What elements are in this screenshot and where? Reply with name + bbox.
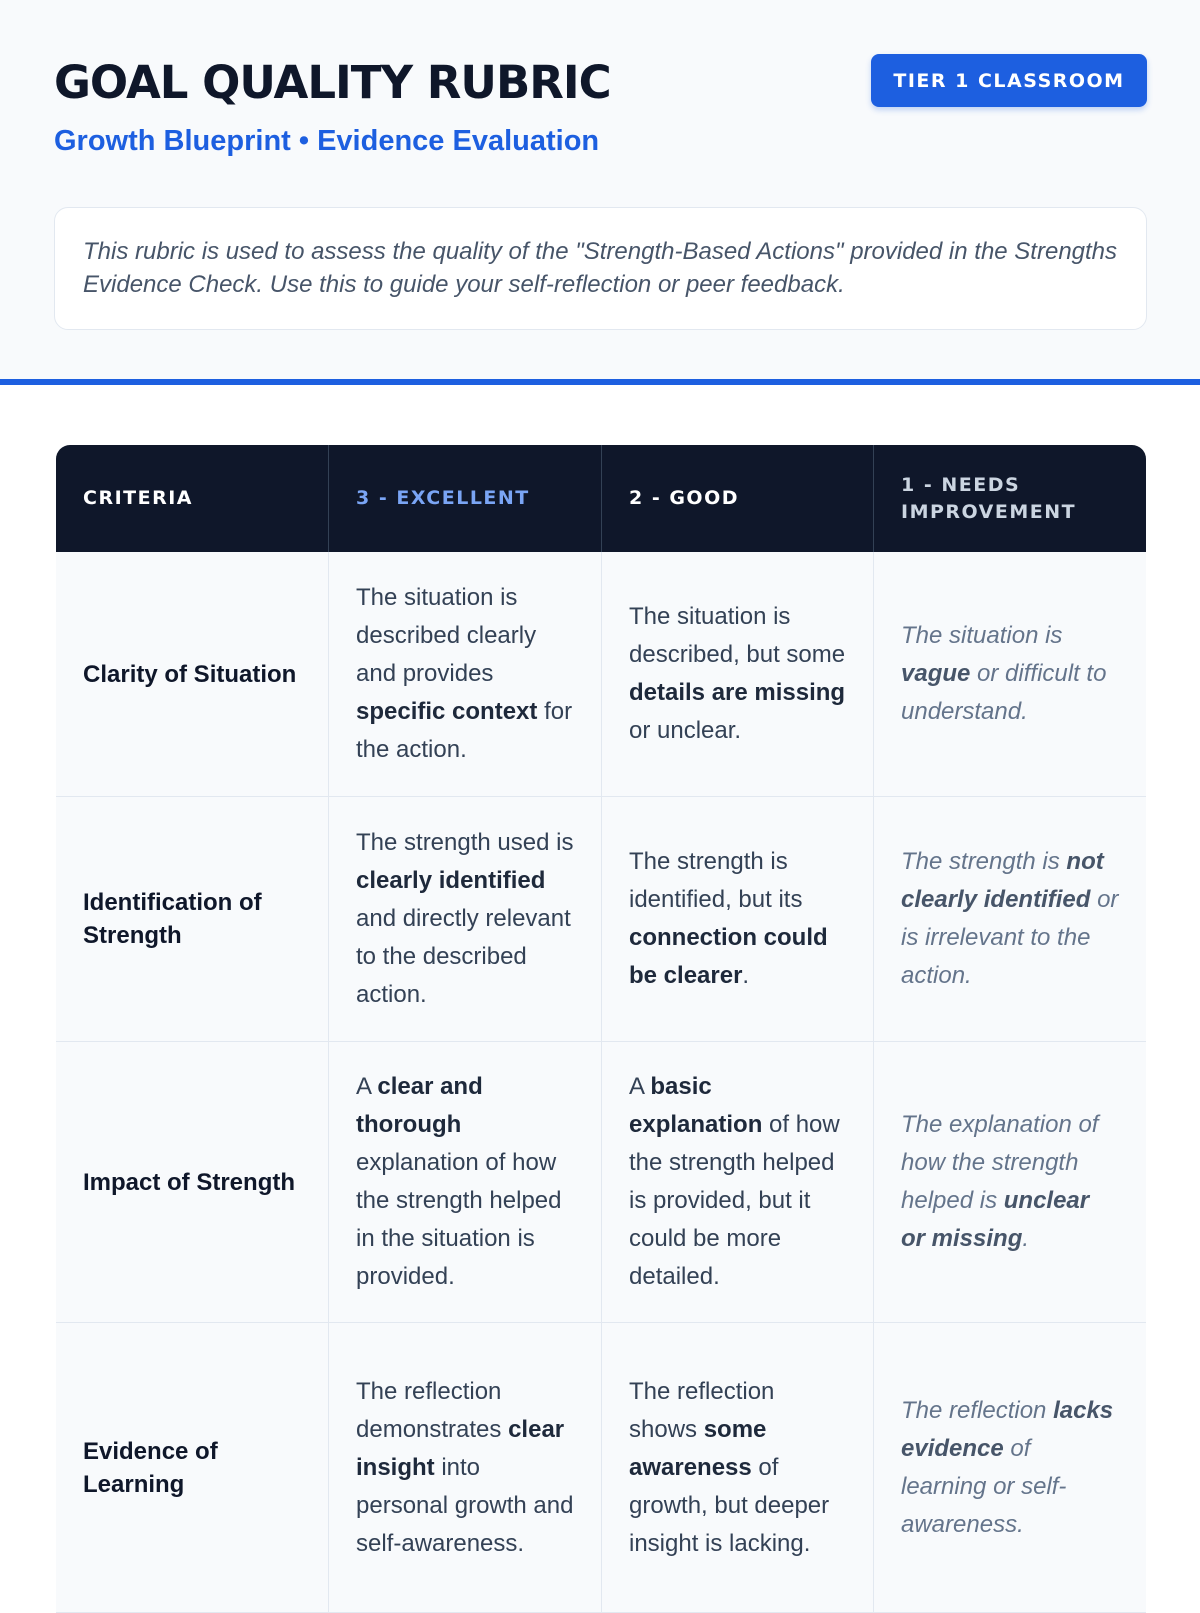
header-excellent: 3 - EXCELLENT bbox=[328, 445, 601, 552]
page-title: GOAL QUALITY RUBRIC bbox=[54, 56, 611, 109]
excellent-cell: A clear and thorough explanation of how the strength helped in the situation is provided. bbox=[328, 1042, 601, 1323]
tier-badge: TIER 1 CLASSROOM bbox=[871, 54, 1147, 107]
criteria-cell: Identification of Strength bbox=[56, 797, 328, 1042]
table-row bbox=[56, 797, 1146, 1042]
good-cell: The strength is identified, but its connection could be clearer. bbox=[601, 797, 873, 1042]
good-cell: A basic explanation of how the strength helped is provided, but it could be more detailed. bbox=[601, 1042, 873, 1323]
good-cell: The situation is described, but some details are missing or unclear. bbox=[601, 552, 873, 797]
criteria-cell: Impact of Strength bbox=[56, 1042, 328, 1323]
needs-improvement-cell: The situation is vague or difficult to understand. bbox=[873, 552, 1146, 797]
needs-improvement-cell: The explanation of how the strength helped is unclear or missing. bbox=[873, 1042, 1146, 1323]
page-header bbox=[0, 0, 1200, 385]
needs-improvement-cell: The reflection lacks evidence of learning or self-awareness. bbox=[873, 1323, 1146, 1613]
excellent-cell: The strength used is clearly identified and directly relevant to the described action. bbox=[328, 797, 601, 1042]
table-row bbox=[56, 1042, 1146, 1323]
excellent-cell: The situation is described clearly and provides specific context for the action. bbox=[328, 552, 601, 797]
needs-improvement-cell: The strength is not clearly identified or is irrelevant to the action. bbox=[873, 797, 1146, 1042]
table-row bbox=[56, 552, 1146, 797]
header-criteria: CRITERIA bbox=[56, 445, 328, 552]
rubric-table bbox=[56, 445, 1146, 1613]
criteria-cell: Evidence of Learning bbox=[56, 1323, 328, 1613]
criteria-cell: Clarity of Situation bbox=[56, 552, 328, 797]
header-needs-improvement: 1 - NEEDS IMPROVEMENT bbox=[873, 445, 1146, 552]
table-row bbox=[56, 1323, 1146, 1613]
excellent-cell: The reflection demonstrates clear insight into personal growth and self-awareness. bbox=[328, 1323, 601, 1613]
header-good: 2 - GOOD bbox=[601, 445, 873, 552]
rubric-table-container bbox=[56, 445, 1146, 1613]
page-subtitle: Growth Blueprint • Evidence Evaluation bbox=[54, 125, 600, 157]
table-header-row bbox=[56, 445, 1146, 552]
intro-note: This rubric is used to assess the quality of the "Strength-Based Actions" provided in the Strengths Evidence Check. Use this to guide your self-reflection or peer feedback. bbox=[54, 207, 1147, 330]
good-cell: The reflection shows some awareness of growth, but deeper insight is lacking. bbox=[601, 1323, 873, 1613]
